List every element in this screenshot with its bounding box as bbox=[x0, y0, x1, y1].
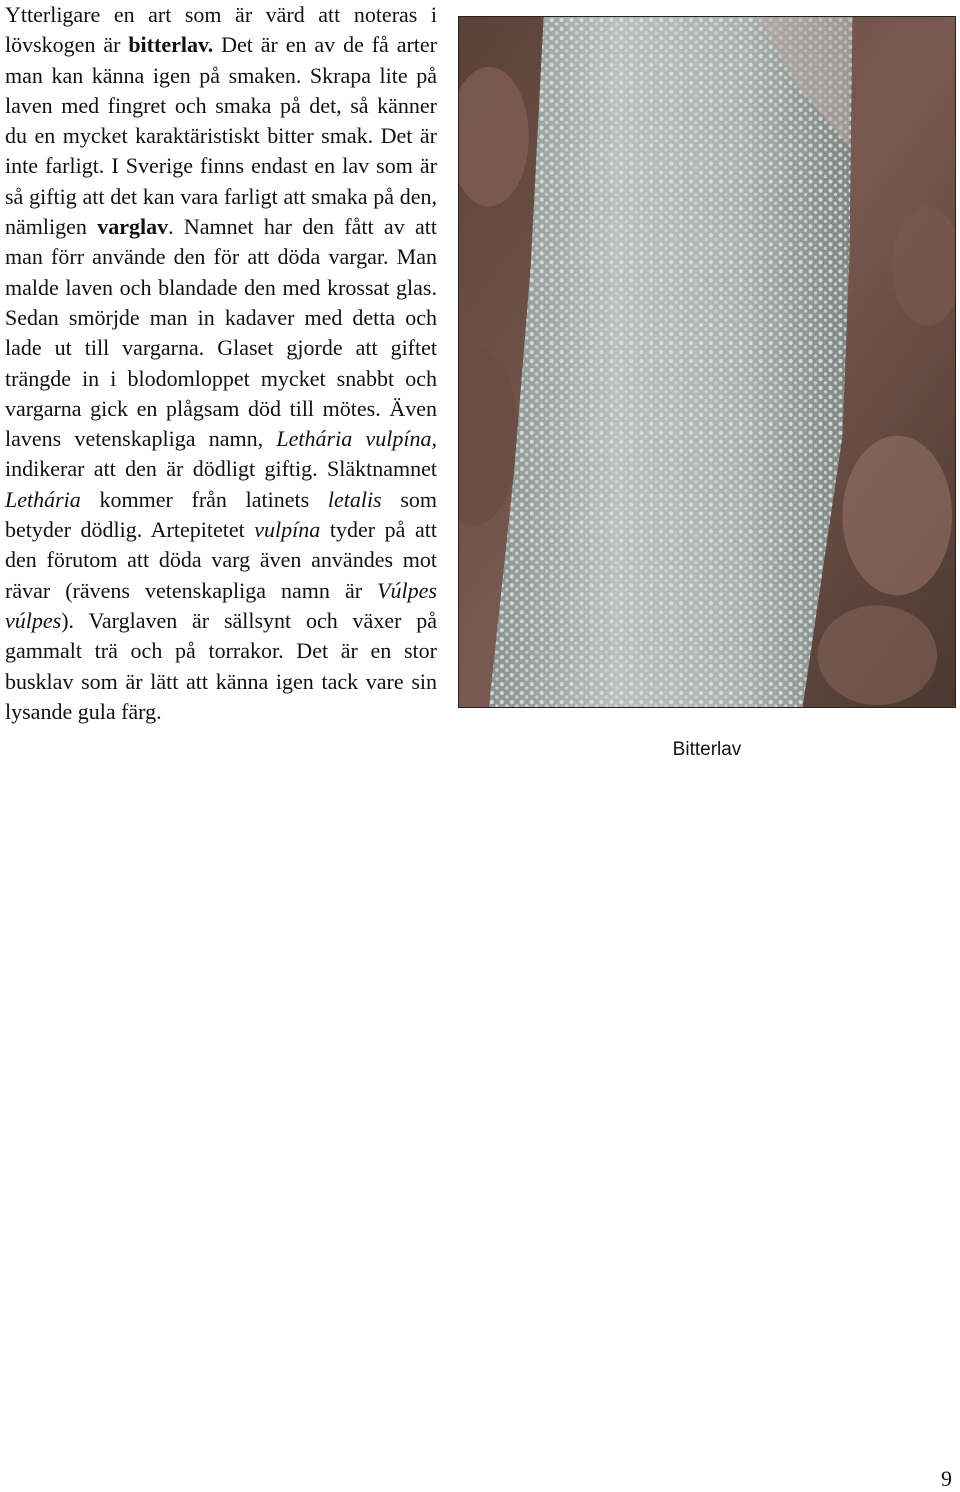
text-run: tyder på att den förutom att döda varg även användes mot rävar (rävens vetenskapliga namn är bbox=[5, 517, 437, 603]
genus-name: Lethária bbox=[5, 486, 81, 512]
article-paragraph bbox=[5, 0, 437, 727]
text-run: indikerar att den är dödligt giftig. Släktnamnet bbox=[5, 456, 437, 482]
text-run: . Namnet har den fått av att man förr använde den för att döda vargar. Man malde laven och blandade den med krossat glas. Sedan smörjde man in kadaver med detta och lade ut till vargarna. Glaset gjorde att giftet trängde in i blodomloppet mycket snabbt och vargarna gick en plågsam död till mötes. Även lavens vetenskapliga namn, bbox=[5, 214, 437, 452]
fox-scientific-name: Vúlpes vúlpes bbox=[5, 577, 437, 633]
scientific-name: Lethária vulpína, bbox=[276, 426, 437, 452]
term-varglav: varglav bbox=[97, 214, 169, 240]
lichen-photo-image bbox=[459, 17, 955, 707]
lichen-photo bbox=[458, 16, 956, 708]
text-run: Ytterligare en art som är värd att noteras i lövskogen är bbox=[5, 2, 437, 58]
photo-caption: Bitterlav bbox=[672, 739, 742, 760]
term-bitterlav: bitterlav. bbox=[128, 32, 214, 58]
text-run: Det är en av de få arter man kan känna igen på smaken. Skrapa lite på laven med fingret och smaka på det, så känner du en mycket karaktäristiskt bitter smak. Det är inte farligt. I Sverige finns endast en lav som är så giftig att det kan vara farligt att smaka på den, nämligen bbox=[5, 32, 437, 240]
page-number: 9 bbox=[941, 1466, 952, 1491]
text-run: som betyder dödlig. Artepitetet bbox=[5, 486, 437, 543]
latin-word: letalis bbox=[327, 486, 382, 512]
text-run: kommer från latinets bbox=[80, 486, 328, 512]
article-text bbox=[5, 0, 437, 727]
epithet-name: vulpína bbox=[254, 517, 321, 543]
text-run: ). Varglaven är sällsynt och växer på gammalt trä och på torrakor. Det är en stor busklav som är lätt att känna igen tack vare sin lysande gula färg. bbox=[5, 607, 437, 724]
